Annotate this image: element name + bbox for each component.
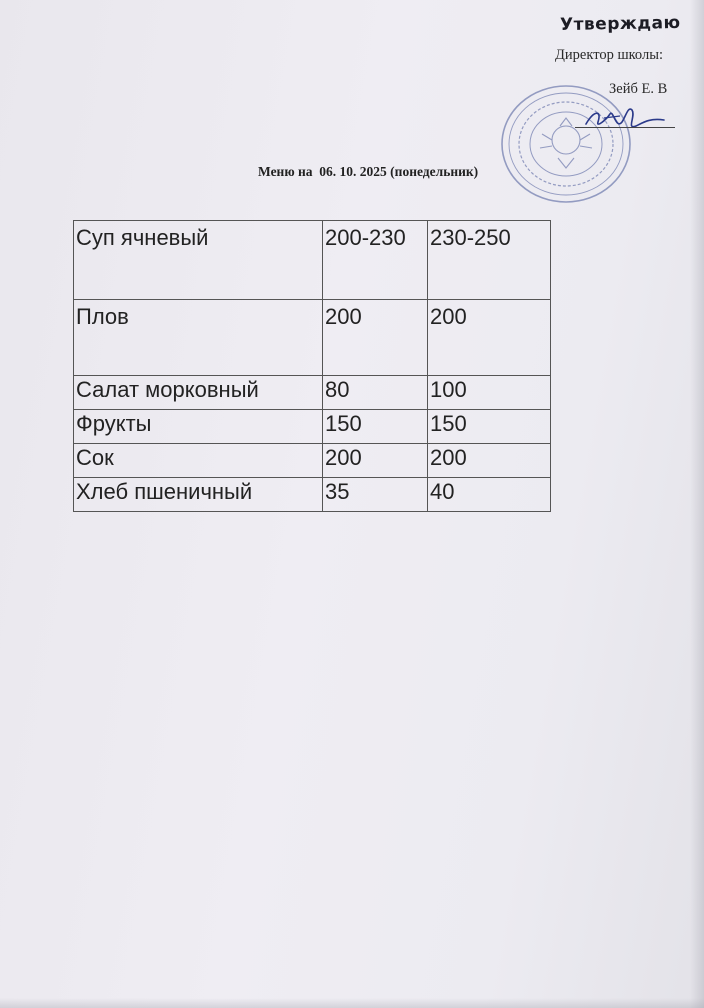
- portion-b-cell: 230-250: [428, 221, 551, 300]
- signature-line: [575, 127, 675, 128]
- director-title: Директор школы:: [555, 47, 663, 63]
- portion-a-cell: 200: [323, 444, 428, 478]
- portion-b-cell: 40: [428, 478, 551, 512]
- dish-cell: Плов: [74, 300, 323, 376]
- portion-b-cell: 100: [428, 376, 551, 410]
- paper-bottom-shadow: [0, 998, 704, 1008]
- portion-a-cell: 80: [323, 376, 428, 410]
- director-name: Зейб Е. В: [609, 81, 668, 97]
- portion-b-cell: 200: [428, 444, 551, 478]
- dish-cell: Суп ячневый: [74, 221, 323, 300]
- handwritten-signature-icon: [580, 100, 670, 136]
- paper-edge-shadow: [690, 0, 704, 1008]
- portion-a-cell: 200: [323, 300, 428, 376]
- portion-a-cell: 35: [323, 478, 428, 512]
- menu-title: Меню на 06. 10. 2025 (понедельник): [258, 164, 479, 179]
- portion-b-cell: 200: [428, 300, 551, 376]
- portion-a-cell: 200-230: [323, 221, 428, 300]
- table-row: [74, 376, 551, 410]
- dish-cell: Салат морковный: [74, 376, 323, 410]
- dish-cell: Сок: [74, 444, 323, 478]
- dish-cell: Хлеб пшеничный: [74, 478, 323, 512]
- menu-table: [73, 220, 551, 512]
- portion-a-cell: 150: [323, 410, 428, 444]
- portion-b-cell: 150: [428, 410, 551, 444]
- dish-cell: Фрукты: [74, 410, 323, 444]
- table-row: [74, 444, 551, 478]
- table-row: [74, 478, 551, 512]
- approve-handwritten-label: Утверждаю: [559, 12, 681, 36]
- table-row: [74, 300, 551, 376]
- table-row: [74, 221, 551, 300]
- table-row: [74, 410, 551, 444]
